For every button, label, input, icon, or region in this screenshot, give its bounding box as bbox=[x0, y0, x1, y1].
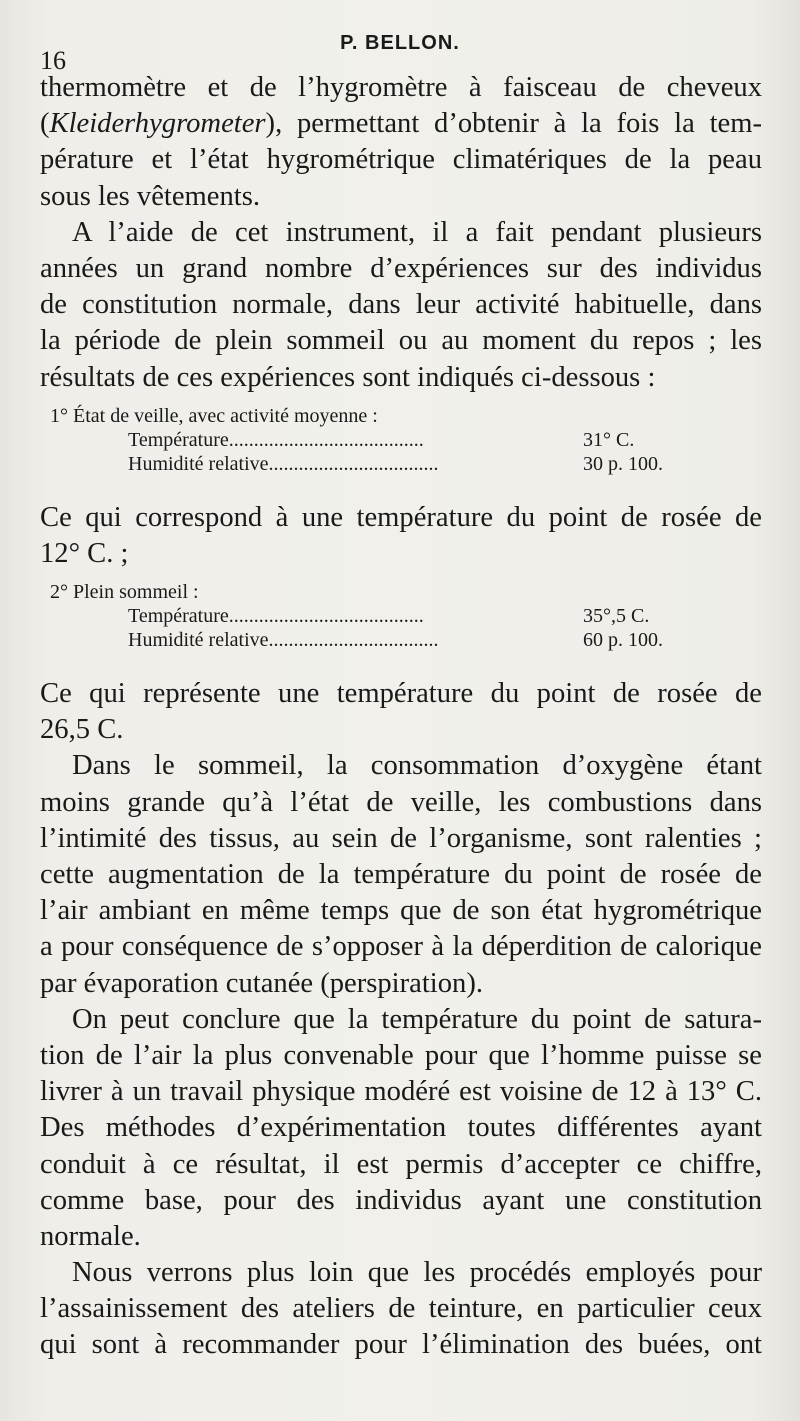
text-line: la période de plein sommeil ou au moment du repos ; les bbox=[40, 325, 762, 357]
text-line: résultats de ces expériences sont indiqués ci-dessous : bbox=[40, 361, 656, 393]
text-line: l’assainissement des ateliers de teinture, en particulier ceux bbox=[40, 1293, 762, 1325]
row-value: 35°,5 C. bbox=[583, 605, 650, 628]
table-row bbox=[40, 604, 762, 628]
row-label: Humidité relative.................................. bbox=[128, 452, 439, 475]
text-line: Ce qui représente une température du point de rosée de bbox=[40, 678, 762, 710]
text-line: thermomètre et de l’hygromètre à faisceau de cheveux bbox=[40, 72, 762, 103]
table-heading: 1° État de veille, avec activité moyenne : bbox=[50, 404, 378, 427]
text-line: Dans le sommeil, la consommation d’oxygène étant bbox=[72, 750, 762, 782]
spacer bbox=[40, 486, 762, 500]
text-line: sous les vêtements. bbox=[40, 180, 260, 212]
paragraph-6 bbox=[40, 1002, 762, 1255]
paragraph-7 bbox=[40, 1255, 762, 1364]
row-label: Température....................................... bbox=[128, 605, 424, 628]
text-line: cette augmentation de la température du point de rosée de bbox=[40, 859, 762, 890]
page-body bbox=[40, 70, 762, 1364]
paragraph-1 bbox=[40, 70, 762, 215]
text-line: l’intimité des tissus, au sein de l’organisme, sont ralenties ; bbox=[40, 822, 762, 854]
text-line: livrer à un travail physique modéré est voisine de 12 à 13° C. bbox=[40, 1076, 762, 1108]
text-line: conduit à ce résultat, il est permis d’accepter ce chiffre, bbox=[40, 1148, 762, 1180]
text-line: Nous verrons plus loin que les procédés employés pour bbox=[72, 1257, 762, 1289]
page-header bbox=[40, 32, 760, 75]
text-line: On peut conclure que la température du point de satura- bbox=[72, 1003, 762, 1035]
row-value: 31° C. bbox=[583, 428, 635, 451]
measurement-table-awake bbox=[40, 404, 762, 476]
text-line: comme base, pour des individus ayant une constitution bbox=[40, 1184, 762, 1216]
table-row bbox=[40, 428, 762, 452]
text-line: a pour conséquence de s’opposer à la déperdition de calorique bbox=[40, 931, 762, 963]
text-line: 26,5 C. bbox=[40, 714, 124, 746]
text-line: A l’aide de cet instrument, il a fait pendant plusieurs bbox=[72, 216, 762, 248]
text-line: pérature et l’état hygrométrique climatériques de la peau bbox=[40, 144, 762, 176]
text-line: de constitution normale, dans leur activité habituelle, dans bbox=[40, 289, 762, 321]
row-label: Humidité relative.................................. bbox=[128, 629, 439, 652]
italic-term: Kleiderhygrometer bbox=[49, 108, 266, 140]
table-heading: 2° Plein sommeil : bbox=[50, 581, 199, 604]
spacer bbox=[40, 662, 762, 676]
page-number: 16 bbox=[40, 46, 66, 75]
measurement-table-sleep bbox=[40, 580, 762, 652]
paragraph-5 bbox=[40, 748, 762, 1001]
paragraph-3 bbox=[40, 500, 762, 572]
text-line: Des méthodes d’expérimentation toutes différentes ayant bbox=[40, 1112, 762, 1144]
row-value: 30 p. 100. bbox=[583, 452, 663, 475]
text-line: l’air ambiant en même temps que de son état hygrométrique bbox=[40, 895, 762, 927]
text-line: moins grande qu’à l’état de veille, les combustions dans bbox=[40, 786, 762, 818]
row-value: 60 p. 100. bbox=[583, 629, 663, 652]
text-line-with-italic: (Kleiderhygrometer), permettant d’obtenir à la fois la tem- bbox=[40, 108, 762, 140]
text-line: Ce qui correspond à une température du point de rosée de bbox=[40, 501, 762, 533]
text-line: tion de l’air la plus convenable pour que l’homme puisse se bbox=[40, 1039, 762, 1071]
table-row bbox=[40, 628, 762, 652]
paragraph-4 bbox=[40, 676, 762, 748]
paragraph-2 bbox=[40, 215, 762, 396]
text-line: par évaporation cutanée (perspiration). bbox=[40, 967, 483, 999]
text-line: années un grand nombre d’expériences sur des individus bbox=[40, 252, 762, 284]
table-row bbox=[40, 452, 762, 476]
text-line: normale. bbox=[40, 1220, 141, 1252]
text-line: qui sont à recommander pour l’élimination des buées, ont bbox=[40, 1329, 762, 1361]
running-head: P. BELLON. bbox=[340, 32, 460, 54]
row-label: Température....................................... bbox=[128, 428, 424, 451]
text-line: 12° C. ; bbox=[40, 537, 129, 569]
